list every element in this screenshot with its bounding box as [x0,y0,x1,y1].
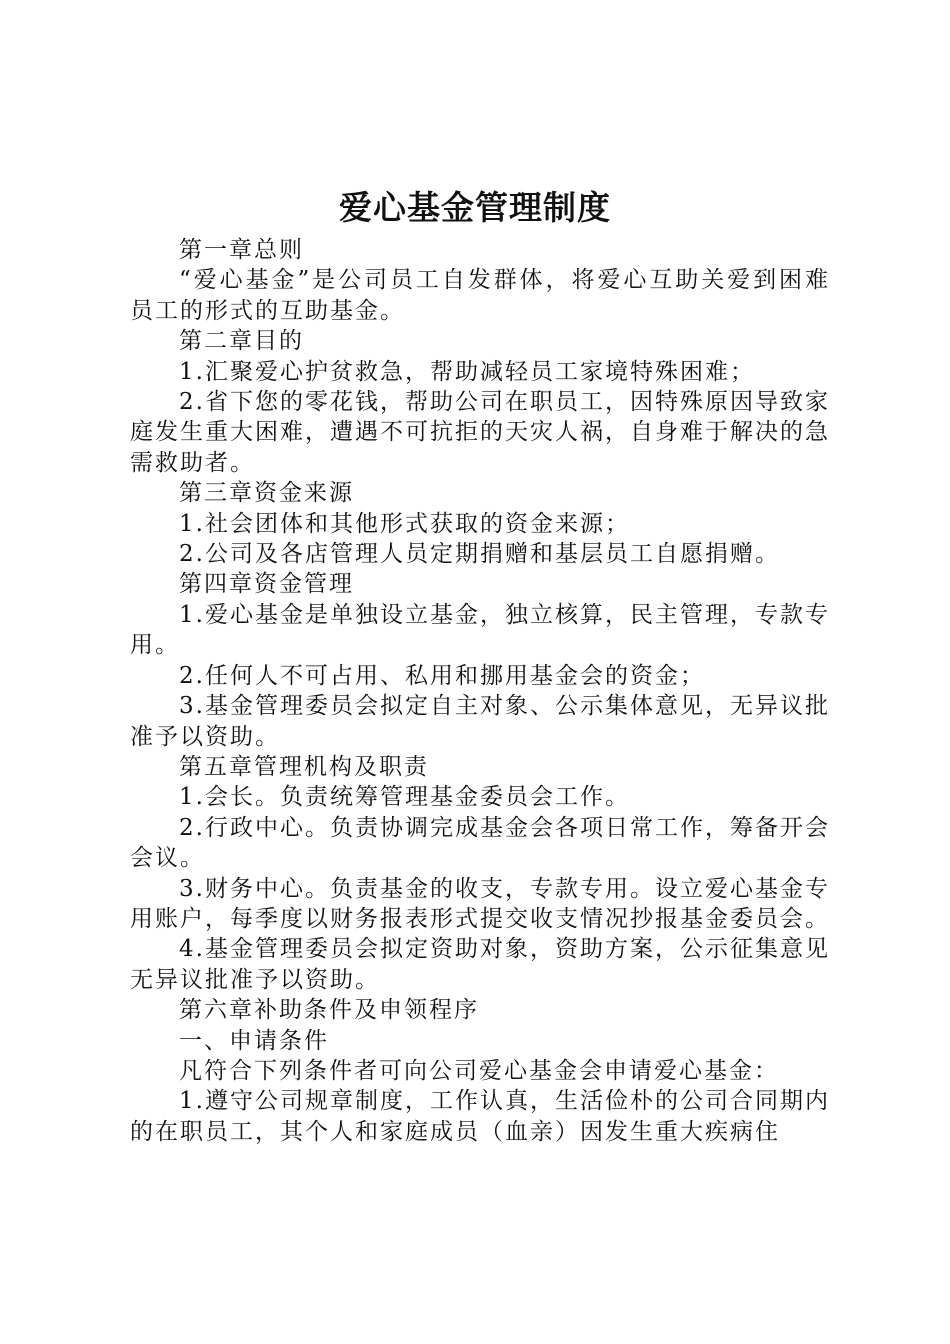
paragraph: 凡符合下列条件者可向公司爱心基金会申请爱心基金： [179,1057,779,1084]
list-item: 2.公司及各店管理人员定期捐赠和基层员工自愿捐赠。 [179,541,780,568]
chapter-heading: 第三章资金来源 [179,480,354,507]
list-item: 1.爱心基金是单独设立基金，独立核算，民主管理，专款专用。 [130,601,830,659]
document-body [130,235,830,1147]
chapter-heading: 第五章管理机构及职责 [179,753,429,780]
list-item: 4.基金管理委员会拟定资助对象，资助方案，公示征集意见无异议批准予以资助。 [130,936,830,993]
list-item: 1.会长。负责统筹管理基金委员会工作。 [179,784,630,811]
list-item: 1.汇聚爱心护贫救急，帮助减轻员工家境特殊困难； [179,358,755,385]
list-item: 3.基金管理委员会拟定自主对象、公示集体意见，无异议批准予以资助。 [130,693,830,750]
chapter-heading: 第一章总则 [179,237,304,263]
list-item: 2.行政中心。负责协调完成基金会各项日常工作，筹备开会会议。 [130,814,830,872]
chapter-heading: 第二章目的 [179,328,304,355]
paragraph: “爱心基金”是公司员工自发群体，将爱心互助关爱到困难员工的形式的互助基金。 [130,267,830,324]
list-item: 2.任何人不可占用、私用和挪用基金会的资金； [179,662,705,689]
document-title: 爱心基金管理制度 [339,188,611,227]
chapter-heading: 第六章补助条件及申领程序 [179,997,479,1024]
chapter-heading: 第四章资金管理 [179,571,354,598]
list-item: 1.遵守公司规章制度，工作认真，生活俭朴的公司合同期内的在职员工，其个人和家庭成员（血亲）因发生重大疾病住 [130,1088,830,1145]
list-item: 1.社会团体和其他形式获取的资金来源； [179,510,630,537]
section-heading: 一、申请条件 [179,1027,329,1054]
list-item: 2.省下您的零花钱，帮助公司在职员工，因特殊原因导致家庭发生重大困难，遭遇不可抗拒的天灾人祸，自身难于解决的急需救助者。 [130,389,830,476]
list-item: 3.财务中心。负责基金的收支，专款专用。设立爱心基金专用账户，每季度以财务报表形式提交收支情况抄报基金委员会。 [130,875,830,932]
